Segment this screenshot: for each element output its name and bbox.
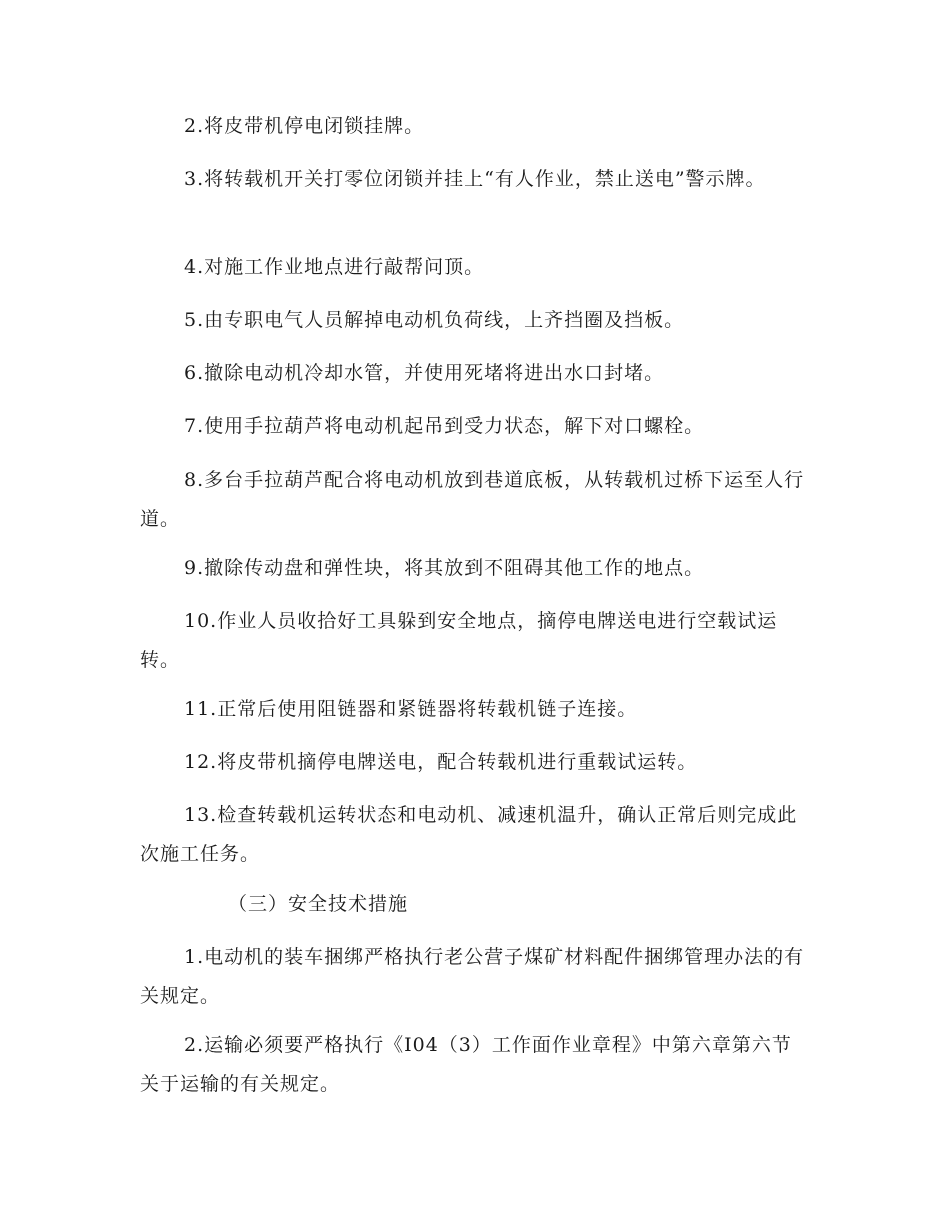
paragraph-safety-1: 1.电动机的装车捆绑严格执行老公营子煤矿材料配件捆绑管理办法的有关规定。 <box>140 946 805 1007</box>
paragraph-step-12: 12.将皮带机摘停电牌送电，配合转载机进行重载试运转。 <box>184 751 698 773</box>
paragraph-step-13: 13.检查转载机运转状态和电动机、减速机温升，确认正常后则完成此次施工任务。 <box>140 804 798 865</box>
paragraph-step-3: 3.将转载机开关打零位闭锁并挂上“有人作业，禁止送电”警示牌。 <box>184 168 766 190</box>
paragraph-step-7: 7.使用手拉葫芦将电动机起吊到受力状态，解下对口螺栓。 <box>184 415 705 437</box>
paragraph-step-4: 4.对施工作业地点进行敲帮问顶。 <box>184 256 485 278</box>
paragraph-step-10: 10.作业人员收拾好工具躲到安全地点，摘停电牌送电进行空载试运转。 <box>140 610 778 671</box>
paragraph-step-5: 5.由专职电气人员解掉电动机负荷线，上齐挡圈及挡板。 <box>184 309 685 331</box>
paragraph-step-9: 9.撤除传动盘和弹性块，将其放到不阻碍其他工作的地点。 <box>184 557 705 579</box>
section-heading-safety-measures: （三）安全技术措施 <box>228 893 409 915</box>
paragraph-step-8: 8.多台手拉葫芦配合将电动机放到巷道底板，从转载机过桥下运至人行道。 <box>140 469 805 530</box>
paragraph-step-6: 6.撤除电动机冷却水管，并使用死堵将进出水口封堵。 <box>184 362 665 384</box>
paragraph-step-2: 2.将皮带机停电闭锁挂牌。 <box>184 115 425 137</box>
paragraph-safety-2: 2.运输必须要严格执行《I04（3）工作面作业章程》中第六章第六节关于运输的有关规定。 <box>140 1034 792 1095</box>
paragraph-step-11: 11.正常后使用阻链器和紧链器将转载机链子连接。 <box>184 698 638 720</box>
